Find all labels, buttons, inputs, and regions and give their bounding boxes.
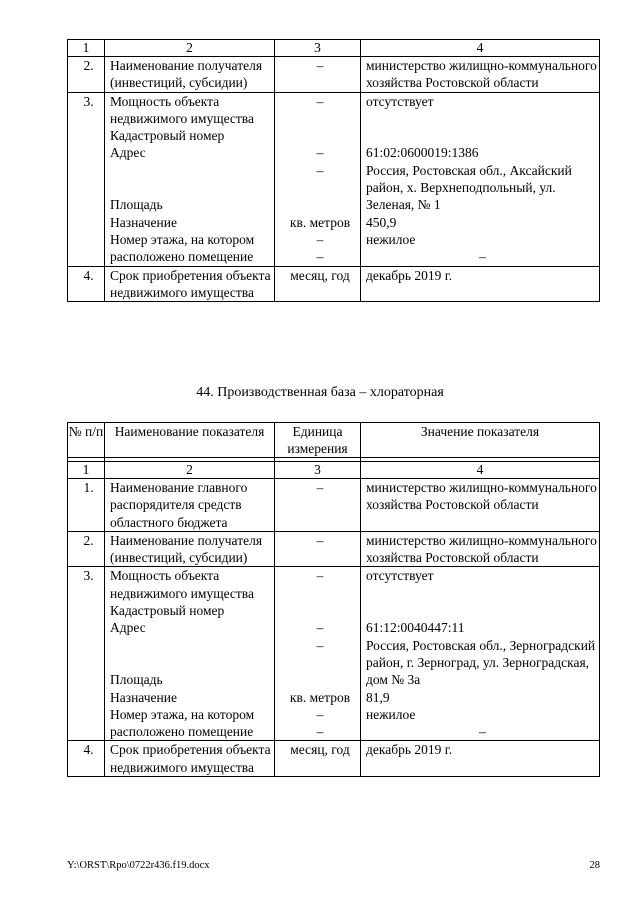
row-number: 3. [68,567,105,741]
header-num: № п/п [68,423,105,458]
value-floor: – [479,249,486,265]
header-value: Значение показателя [361,423,600,458]
row-number: 2. [68,57,105,93]
value-area: 450,9 [366,214,397,230]
name-purpose: Назначение [110,689,177,705]
unit-cadastral: – [316,145,324,161]
table-row [68,741,600,777]
indicator-value: декабрь 2019 г. [361,741,600,777]
value-address: Россия, Ростовская обл., Зерноградский район, г. Зерноград, ул. Зерноградская, дом № 3а [366,637,596,688]
indicator-name-group [105,567,275,741]
name-floor: Номер этажа, на котором расположено помещение [110,231,255,265]
unit: – [275,531,361,567]
name-cadastral: Кадастровый номер [110,603,225,619]
name-address: Адрес [110,145,146,161]
value-cadastral: 61:12:0040447:11 [366,620,465,636]
unit-floor: – [316,249,324,265]
col-num-2: 2 [105,462,275,479]
unit-purpose: – [316,231,324,247]
value-area: 81,9 [366,689,390,705]
indicator-name: Срок приобретения объекта недвижимого имущества [105,741,275,777]
name-power: Мощность объекта недвижимого имущества [110,568,254,601]
col-num-1: 1 [68,462,105,479]
row-number: 4. [68,266,105,302]
table-header-row [68,423,600,458]
page-number: 28 [589,860,600,871]
row-number: 3. [68,92,105,266]
unit-group [275,92,361,266]
name-area: Площадь [110,672,163,688]
unit-power: – [316,568,324,584]
row-number: 1. [68,479,105,532]
unit: месяц, год [275,741,361,777]
unit-floor: – [316,724,324,740]
table-row [68,479,600,532]
indicator-name: Наименование получателя (инвестиций, субсидии) [105,57,275,93]
table-continued [67,39,600,302]
value-power: отсутствует [366,93,434,109]
section-title: 44. Производственная база – хлораторная [196,385,444,400]
indicator-name: Срок приобретения объекта недвижимого имущества [105,266,275,302]
value-power: отсутствует [366,568,434,584]
unit-area: кв. метров [289,689,351,705]
value-group [361,567,600,741]
indicator-name: Наименование получателя (инвестиций, субсидии) [105,531,275,567]
indicator-value: декабрь 2019 г. [361,266,600,302]
table-row [68,531,600,567]
col-num-4: 4 [361,462,600,479]
col-num-1: 1 [68,40,105,57]
value-address: Россия, Ростовская обл., Аксайский район, х. Верхнеподпольный, ул. Зеленая, № 1 [366,162,572,213]
unit-power: – [316,93,324,109]
table-row [68,57,600,93]
indicator-name-group [105,92,275,266]
value-floor: – [479,724,486,740]
table-row [68,266,600,302]
row-number: 2. [68,531,105,567]
name-area: Площадь [110,197,163,213]
row-number: 4. [68,741,105,777]
name-purpose: Назначение [110,214,177,230]
value-purpose: нежилое [366,706,416,722]
unit: – [275,57,361,93]
unit: – [275,479,361,532]
indicator-value: министерство жилищно-коммунального хозяйства Ростовской области [361,531,600,567]
unit-area: кв. метров [289,214,351,230]
col-num-3: 3 [275,40,361,57]
indicator-value: министерство жилищно-коммунального хозяйства Ростовской области [361,479,600,532]
col-num-2: 2 [105,40,275,57]
indicator-name: Наименование главного распорядителя средств областного бюджета [105,479,275,532]
unit-address: – [316,162,324,178]
col-num-4: 4 [361,40,600,57]
name-power: Мощность объекта недвижимого имущества [110,93,254,126]
unit: месяц, год [275,266,361,302]
value-group [361,92,600,266]
footer-file-path: Y:\ORST\Rpo\0722r436.f19.docx [67,860,210,871]
header-name: Наименование показателя [105,423,275,458]
column-number-row [68,40,600,57]
col-num-3: 3 [275,462,361,479]
name-address: Адрес [110,620,146,636]
unit-cadastral: – [316,620,324,636]
unit-address: – [316,637,324,653]
indicator-value: министерство жилищно-коммунального хозяйства Ростовской области [361,57,600,93]
value-purpose: нежилое [366,231,416,247]
unit-purpose: – [316,706,324,722]
table-row [68,567,600,741]
table-chlorination-base [67,422,600,777]
name-cadastral: Кадастровый номер [110,128,225,144]
name-floor: Номер этажа, на котором расположено помещение [110,706,255,740]
table-row [68,92,600,266]
unit-group [275,567,361,741]
column-number-row [68,462,600,479]
header-unit: Единица измерения [275,423,361,458]
value-cadastral: 61:02:0600019:1386 [366,145,479,161]
